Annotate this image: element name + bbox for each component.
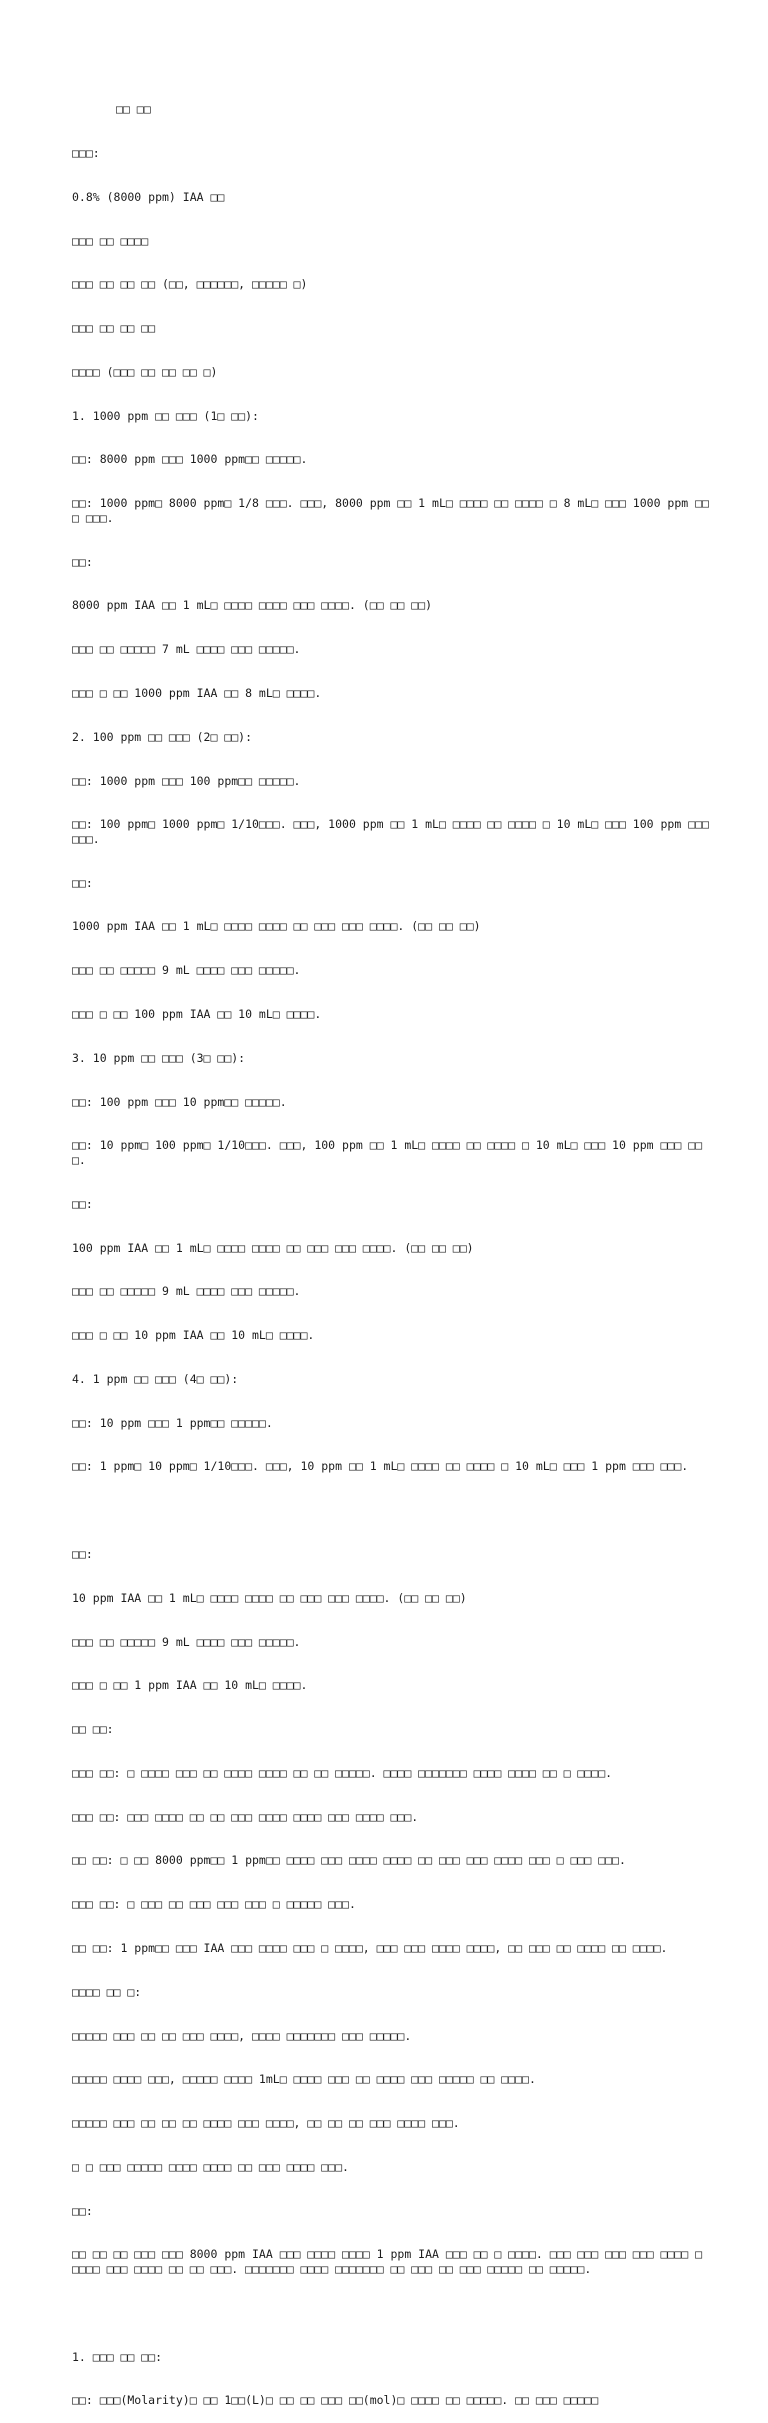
section-heading: □□ □□: <box>72 1722 114 1737</box>
blank-line <box>72 1503 712 1518</box>
text-line: □□□□ (□□□ □□ □□ □□ □) <box>72 364 218 379</box>
text-line: □□: <box>72 554 93 569</box>
text-line: □□□ □□ □□□□□ 9 mL □□□□ □□□ □□□□□. <box>72 1634 301 1649</box>
text-line: □□: 10 ppm□ 100 ppm□ 1/10□□□. □□□, 100 ppm □□ 1 mL□ □□□□ □□ □□□□ □ 10 mL□ □□□ 10 ppm □□□ □□□. <box>72 1138 703 1167</box>
text-line: □□ □□: 1 ppm□□ □□□ IAA □□□ □□□□ □□□ □ □□□□, □□□ □□□ □□□□ □□□□, □□ □□□ □□ □□□□ □□ □□□□. <box>72 1941 668 1955</box>
text-line: □□□: <box>72 145 100 160</box>
text-line: □□□□□ □□□ □□ □□ □□ □□□□ □□□ □□□□, □□ □□ □□ □□□ □□□□ □□□. <box>72 2116 460 2131</box>
text-line: □□□ □ □□ 10 ppm IAA □□ 10 mL□ □□□□. <box>72 1328 315 1343</box>
step-heading: 1. 1000 ppm □□ □□□ (1□ □□): <box>72 408 259 423</box>
text-line: □□ □□ □□ □□□ □□□ 8000 ppm IAA □□□ □□□□ □□□□ 1 ppm IAA □□□ □□ □ □□□□. □□□ □□□ □□□ □□□ □□□□ □ □□□□ □□□ □□□□ □□ □□ □□□. □□□□□□□ □□□□ □□□□□□□ □□ □□□ □□ □□□ □□□□□ □□ □□□□□. <box>72 2247 709 2277</box>
text-line: □□□ □ □□ 1000 ppm IAA □□ 8 mL□ □□□□. <box>72 685 322 700</box>
text-line: □ □ □□□ □□□□□ □□□□ □□□□ □□ □□□ □□□□ □□□. <box>72 2159 349 2174</box>
text-line: 0.8% (8000 ppm) IAA □□ <box>72 189 225 204</box>
text-line: □□□ □□ □□□□ <box>72 233 149 248</box>
step-heading: 4. 1 ppm □□ □□□ (4□ □□): <box>72 1371 239 1386</box>
section-heading: □□: <box>72 2203 93 2218</box>
document-body <box>72 73 716 2423</box>
text-line: □□□ □□ □□□□□ 9 mL □□□□ □□□ □□□□□. <box>72 1284 301 1299</box>
text-line: 100 ppm IAA □□ 1 mL□ □□□□ □□□□ □□ □□□ □□□ □□□□. (□□ □□ □□) <box>72 1240 474 1255</box>
step-heading: 3. 10 ppm □□ □□□ (3□ □□): <box>72 1050 246 1065</box>
text-line: □□: 100 ppm □□□ 10 ppm□□ □□□□□. <box>72 1094 287 1109</box>
text-line: □□□□□ □□□ □□ □□ □□□ □□□□, □□□□ □□□□□□□ □□□ □□□□□. <box>72 2028 412 2043</box>
text-line: □□□ □ □□ 1 ppm IAA □□ 10 mL□ □□□□. <box>72 1678 308 1693</box>
text-line: □□□ □□ □□ □□ (□□, □□□□□□, □□□□□ □) <box>72 277 308 292</box>
text-line: 8000 ppm IAA □□ 1 mL□ □□□□ □□□□ □□□ □□□□. (□□ □□ □□) <box>72 598 433 613</box>
text-line: □□: 100 ppm□ 1000 ppm□ 1/10□□□. □□□, 1000 ppm □□ 1 mL□ □□□□ □□ □□□□ □ 10 mL□ □□□ 100 ppm □□□ □□□. <box>72 817 716 846</box>
text-line: 10 ppm IAA □□ 1 mL□ □□□□ □□□□ □□ □□□ □□□ □□□□. (□□ □□ □□) <box>72 1590 467 1605</box>
text-line: □□: <box>72 1196 93 1211</box>
section-heading: 1. □□□ □□ □□: <box>72 2349 163 2364</box>
text-line: □□ □□: □ □□ 8000 ppm□□ 1 ppm□□ □□□□ □□□ □□□□ □□□□ □□ □□□ □□□ □□□□ □□□ □ □□□ □□□. <box>72 1853 626 1868</box>
text-line: □□□ □□ □□□□□ 7 mL □□□□ □□□ □□□□□. <box>72 642 301 657</box>
step-heading: 2. 100 ppm □□ □□□ (2□ □□): <box>72 729 253 744</box>
document-title: □□ □□ <box>116 102 151 117</box>
text-line: 1000 ppm IAA □□ 1 mL□ □□□□ □□□□ □□ □□□ □□□ □□□□. (□□ □□ □□) <box>72 919 481 934</box>
text-line: □□: □□□(Molarity)□ □□ 1□□(L)□ □□ □□ □□□ □□(mol)□ □□□□ □□ □□□□□. □□ □□□ □□□□□ <box>72 2393 599 2408</box>
text-line: □□: 1000 ppm □□□ 100 ppm□□ □□□□□. <box>72 773 301 788</box>
blank-line <box>72 2306 712 2321</box>
text-line: □□□□□ □□□□ □□□, □□□□□ □□□□ 1mL□ □□□□ □□□ □□ □□□□ □□□ □□□□□ □□ □□□□. <box>72 2072 536 2087</box>
text-line: □□: 1 ppm□ 10 ppm□ 1/10□□□. □□□, 10 ppm □□ 1 mL□ □□□□ □□ □□□□ □ 10 mL□ □□□ 1 ppm □□□ □□□. <box>72 1459 689 1474</box>
text-line: □□: <box>72 1546 93 1561</box>
section-heading: □□□□ □□ □: <box>72 1984 142 1999</box>
text-line: □□: 1000 ppm□ 8000 ppm□ 1/8 □□□. □□□, 8000 ppm □□ 1 mL□ □□□□ □□ □□□□ □ 8 mL□ □□□ 1000 ppm □□□ □□□. <box>72 496 709 525</box>
text-line: □□□ □ □□ 100 ppm IAA □□ 10 mL□ □□□□. <box>72 1007 322 1021</box>
text-line: □□: <box>72 875 93 890</box>
text-line: □□□ □□ □□ □□ <box>72 321 156 336</box>
text-line: □□: 10 ppm □□□ 1 ppm□□ □□□□□. <box>72 1415 273 1430</box>
text-line: □□□ □□: □ □□□□ □□□ □□ □□□□ □□□□ □□ □□ □□□□□. □□□□ □□□□□□□ □□□□ □□□□ □□ □ □□□□. <box>72 1765 613 1780</box>
text-line: □□□ □□: □ □□□ □□ □□□ □□□ □□□ □ □□□□□ □□□. <box>72 1897 356 1912</box>
text-line: □□□ □□ □□□□□ 9 mL □□□□ □□□ □□□□□. <box>72 963 301 978</box>
text-line: □□□ □□: □□□ □□□□ □□ □□ □□□ □□□□ □□□□ □□□ □□□□ □□□. <box>72 1809 419 1824</box>
text-line: □□: 8000 ppm □□□ 1000 ppm□□ □□□□□. <box>72 452 308 467</box>
